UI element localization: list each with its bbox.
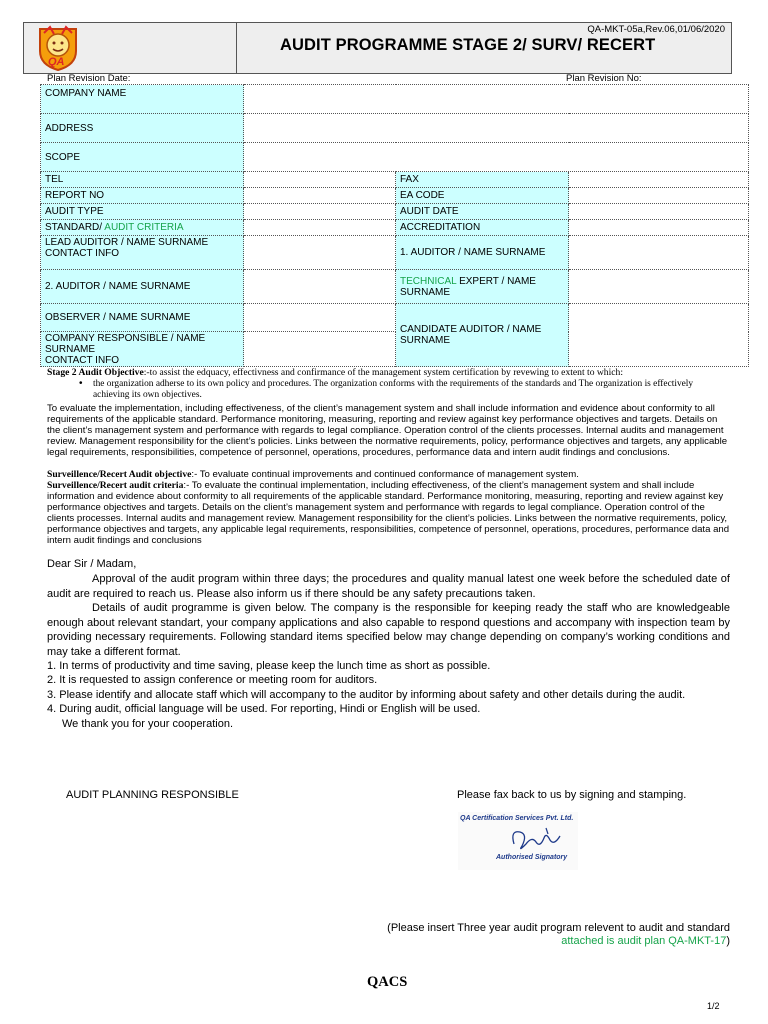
fax-field[interactable] [569,172,749,188]
accreditation-field[interactable] [569,220,749,236]
letter-salutation: Dear Sir / Madam, [47,558,137,570]
audit-date-field[interactable] [569,204,749,220]
company-responsible-label [41,332,244,367]
letter-thanks: We thank you for your cooperation. [62,718,234,730]
observer-field[interactable] [244,304,396,332]
surveillance-objective-label: Surveillence/Recert Audit objective [47,469,192,480]
stamp-signatory-text: Authorised Signatory [496,854,568,861]
logo-text: QA [48,56,65,68]
stamp-company-text: QA Certification Services Pvt. Ltd. [460,815,574,822]
audit-date-label: AUDIT DATE [396,204,569,220]
company-responsible-contact-text: CONTACT INFO [45,355,120,366]
audit-type-field[interactable] [244,204,396,220]
observer-label: OBSERVER / NAME SURNAME [41,304,244,332]
page-number: 1/2 [707,1001,720,1011]
lead-auditor-contact-text: CONTACT INFO [45,248,120,259]
lead-auditor-field[interactable] [244,236,396,270]
technical-expert-field[interactable] [569,270,749,304]
tel-label: TEL [41,172,244,188]
stage2-objective-bullet: the organization adherse to its own policy and procedures. The organization conforms with the requirements of the standards and The organization is effectively achieving its own objectives. [93,379,694,400]
company-responsible-text: COMPANY RESPONSIBLE / NAME SURNAME [45,333,206,355]
qacs-footer: QACS [367,974,408,990]
attached-close-paren: ) [726,935,730,947]
standard-text: STANDARD/ [45,222,105,233]
surveillance-criteria-text: :- To evaluate the continual implementation, including effectiveness, of the client’s management system and shall include information and evidence about conformity to all requirements of the applicable standard. Performance monitoring, measuring, reporting and review against key performance objectives and targets. Details on the client’s management system and performance with regards to legal compliance. Operation control of the clients processes. Internal audits and management review. Management responsibility for the client’s policies. Links between the normative requirements, policy, performance objectives and targets, any applicable legal requirements, responsibilities, competence of personnel, operations, procedures, performance data and intern audit findings and conclusions [47,480,730,546]
letter-item-1: 1. In terms of productivity and time saving, please keep the lunch time as short as possible. [47,660,491,672]
report-no-label: REPORT NO [41,188,244,204]
audit-type-label: AUDIT TYPE [41,204,244,220]
lead-auditor-label [41,236,244,270]
document-code: QA-MKT-05a,Rev.06,01/06/2020 [587,24,725,35]
ea-code-label: EA CODE [396,188,569,204]
auditor2-field[interactable] [244,270,396,304]
evaluation-paragraph: To evaluate the implementation, including effectiveness, of the client’s management system and shall include information and evidence about conformity to all requirements of the applicable standard. Performance monitoring, measuring, reporting and review against key performance objectives and targets. Details on the client’s management system and performance with regards to legal compliance. Operation control of the clients processes. Internal audits and management review. Management responsibility for the client’s policies. Links between the normative requirements, policy, performance objectives and targets, any applicable legal requirements, responsibilities, competence of personnel, operations, procedures, performance data and intern audit findings and conclusions. [47,403,728,458]
letter-item-4: 4. During audit, official language will be used. For reporting, Hindi or English will be used. [47,703,481,715]
expert-text: EXPERT / NAME SURNAME [400,275,536,298]
ea-code-field[interactable] [569,188,749,204]
company-name-field[interactable] [244,85,749,114]
auditor2-label: 2. AUDITOR / NAME SURNAME [41,270,244,304]
scope-label: SCOPE [41,143,244,172]
stage2-objective-label: Stage 2 Audit Objective [47,367,144,378]
technical-text: TECHNICAL [400,275,457,287]
company-name-label: COMPANY NAME [41,85,244,114]
letter-item-2: 2. It is requested to assign conference or meeting room for auditors. [47,674,378,686]
surveillance-criteria [47,480,730,546]
audit-info-table [40,84,749,367]
bullet-icon: • [79,378,83,389]
stage2-objective-text: :-to assist the edquacy, effectivness and confirmance of the management system certification by revewing to extent to which: [143,367,623,378]
signature-icon [506,824,566,854]
accreditation-label: ACCREDITATION [396,220,569,236]
candidate-auditor-field[interactable] [569,304,749,367]
technical-expert-label [396,270,569,304]
lead-auditor-text: LEAD AUDITOR / NAME SURNAME [45,237,209,248]
letter-paragraph-1: Approval of the audit program within three days; the procedures and quality manual latest one week before the scheduled date of audit are required to reach us. Please also inform us if there should be any safety precautions taken. [47,573,730,600]
auditor1-label: 1. AUDITOR / NAME SURNAME [396,236,569,270]
auditor1-field[interactable] [569,236,749,270]
surveillance-objective-text: :- To evaluate continual improvements and continued conformance of management system. [191,469,579,480]
standard-label [41,220,244,236]
audit-criteria-text: AUDIT CRITERIA [104,222,184,233]
attached-plan-text: attached is audit plan QA-MKT-17 [561,935,727,947]
letter-item-3: 3. Please identify and allocate staff which will accompany to the auditor by informing about safety and other details during the audit. [47,689,686,701]
audit-planning-responsible: AUDIT PLANNING RESPONSIBLE [66,789,239,801]
stage2-objective [47,368,727,379]
scope-field[interactable] [244,143,749,172]
insert-note: (Please insert Three year audit program relevent to audit and standard [387,922,730,934]
attached-note [561,935,730,947]
surveillance-criteria-label: Surveillence/Recert audit criteria [47,480,184,491]
address-field[interactable] [244,114,749,143]
address-label: ADDRESS [41,114,244,143]
document-header [23,22,732,74]
document-title: AUDIT PROGRAMME STAGE 2/ SURV/ RECERT [280,36,656,54]
letter-paragraph-2: Details of audit programme is given below. The company is the responsible for keeping ready the staff who are knowledgeable enough about relevant standart, your company applications and also capable to respond questions and accompany with inspection team by providing necessary requirements. Following standard items specified below may change depending on company’s working conditions and may take a different format. [47,602,730,658]
surveillance-objective [47,469,730,480]
company-responsible-field[interactable] [244,332,396,367]
plan-revision-date-label: Plan Revision Date: [47,73,131,84]
logo-cell [24,23,237,73]
standard-field[interactable] [244,220,396,236]
plan-revision-no-label: Plan Revision No: [566,73,642,84]
candidate-auditor-label: CANDIDATE AUDITOR / NAME SURNAME [396,304,569,367]
signature-stamp [458,812,578,870]
fax-label: FAX [396,172,569,188]
report-no-field[interactable] [244,188,396,204]
fax-back-note: Please fax back to us by signing and stamping. [457,789,687,801]
tel-field[interactable] [244,172,396,188]
